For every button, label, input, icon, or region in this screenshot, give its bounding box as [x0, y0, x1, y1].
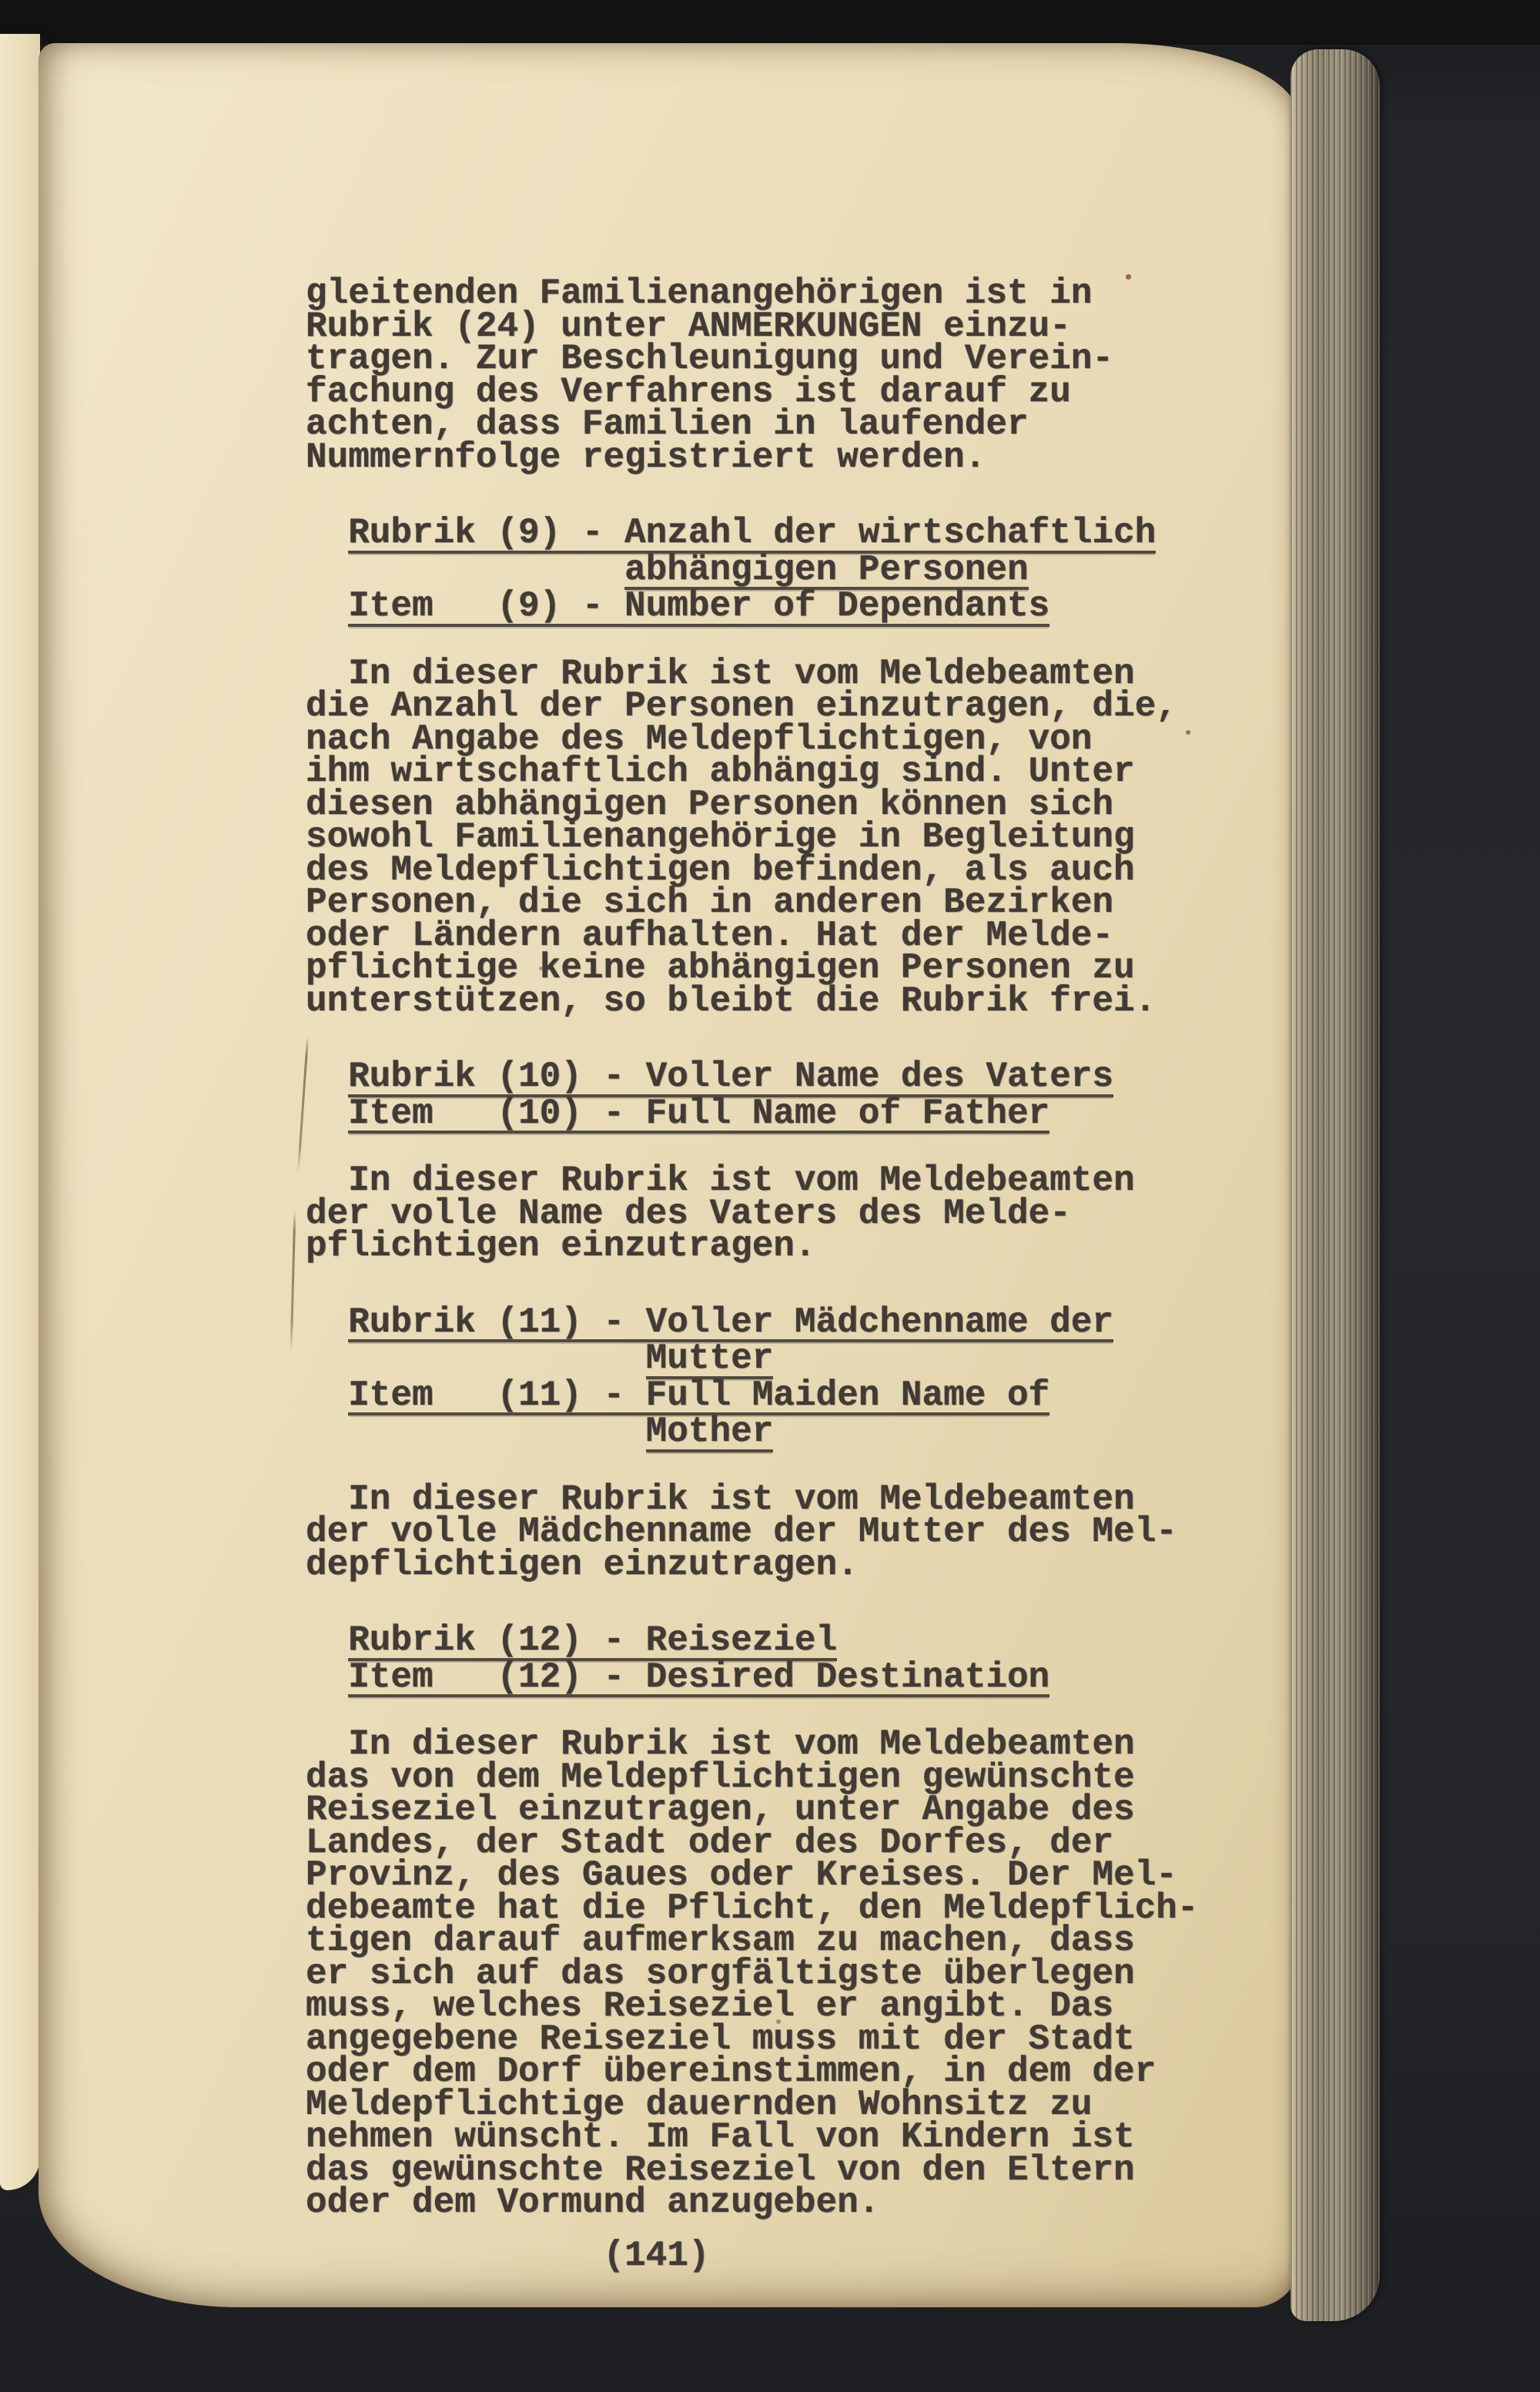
heading-line	[306, 1412, 1245, 1452]
text-line	[306, 2084, 1245, 2125]
line-text: Rubrik (11) - Voller Mädchenname der	[348, 1302, 1113, 1342]
line-text: pflichtigen einzutragen.	[306, 1226, 816, 1266]
line-text: oder dem Vormund anzugeben.	[306, 2183, 880, 2223]
line-text: die Anzahl der Personen einzutragen, die,	[306, 686, 1177, 726]
line-text: In dieser Rubrik ist vom Meldebeamten	[348, 1724, 1135, 1764]
line-text: ihm wirtschaftlich abhängig sind. Unter	[306, 752, 1135, 792]
text-line	[306, 1822, 1245, 1863]
line-text: oder Ländern aufhalten. Hat der Melde-	[306, 915, 1113, 956]
line-text: Provinz, des Gaues oder Kreises. Der Mel-	[306, 1855, 1177, 1895]
line-text: nach Angabe des Meldepflichtigen, von	[306, 719, 1093, 759]
line-text: Rubrik (10) - Voller Name des Vaters	[348, 1057, 1113, 1097]
previous-page-edge	[0, 34, 40, 2190]
text-line	[306, 1855, 1245, 1895]
heading-line	[306, 1620, 1245, 1661]
text-line	[306, 1479, 1245, 1519]
paragraph-rubrik-11	[306, 1479, 1245, 1585]
line-text: depflichtigen einzutragen.	[306, 1544, 859, 1585]
line-text: In dieser Rubrik ist vom Meldebeamten	[348, 1161, 1135, 1201]
heading-line	[306, 1057, 1245, 1097]
line-text: der volle Mädchenname der Mutter des Mel-	[306, 1512, 1177, 1552]
text-line	[306, 948, 1245, 988]
heading-rubrik-11	[306, 1302, 1245, 1452]
line-text: fachung des Verfahrens ist darauf zu	[306, 371, 1071, 412]
text-line	[306, 1226, 1245, 1266]
line-text: oder dem Dorf übereinstimmen, in dem der	[306, 2052, 1157, 2092]
text-line	[306, 915, 1245, 956]
line-text: tigen darauf aufmerksam zu machen, dass	[306, 1921, 1135, 1961]
line-text: gleitenden Familienangehörigen ist in	[306, 273, 1093, 313]
paragraph-rubrik-9	[306, 653, 1245, 1021]
heading-line	[306, 1302, 1245, 1343]
line-text: sowohl Familienangehörige in Begleitung	[306, 817, 1135, 857]
heading-rubrik-9	[306, 513, 1245, 627]
line-text: tragen. Zur Beschleunigung und Verein-	[306, 339, 1113, 379]
text-line	[306, 2117, 1245, 2157]
line-text: Item (11) - Full Maiden Name of	[348, 1375, 1050, 1415]
heading-line	[306, 549, 1245, 591]
heading-rubrik-10	[306, 1057, 1245, 1134]
text-blocks	[306, 273, 1245, 2223]
heading-line	[306, 1338, 1245, 1379]
text-line	[306, 404, 1245, 444]
heading-line	[306, 586, 1245, 627]
text-line	[306, 1757, 1245, 1797]
line-text: nehmen wünscht. Im Fall von Kindern ist	[306, 2117, 1135, 2157]
heading-line	[306, 1093, 1245, 1134]
page-stack-fore-edge	[1291, 49, 1380, 2321]
line-text: Meldepflichtige dauernden Wohnsitz zu	[306, 2084, 1093, 2125]
heading-line	[306, 1657, 1245, 1698]
text-line	[306, 2149, 1245, 2190]
line-text: Personen, die sich in anderen Bezirken	[306, 883, 1113, 923]
text-line	[306, 1953, 1245, 1994]
text-line	[306, 1921, 1245, 1961]
line-text: Mutter	[645, 1338, 774, 1379]
line-text: das gewünschte Reiseziel von den Eltern	[306, 2149, 1135, 2190]
line-text: abhängigen Personen	[624, 549, 1029, 590]
line-text: Reiseziel einzutragen, unter Angabe des	[306, 1790, 1135, 1830]
line-text: er sich auf das sorgfältigste überlegen	[306, 1953, 1135, 1994]
text-line	[306, 1888, 1245, 1928]
photo-top-band	[0, 0, 1540, 45]
text-line	[306, 339, 1245, 379]
text-line	[306, 1193, 1245, 1234]
line-text: unterstützen, so bleibt die Rubrik frei.	[306, 980, 1157, 1021]
line-text: des Meldepflichtigen befinden, als auch	[306, 849, 1135, 890]
line-text: pflichtige keine abhängigen Personen zu	[306, 948, 1135, 988]
text-line	[306, 817, 1245, 857]
line-text: Landes, der Stadt oder des Dorfes, der	[306, 1822, 1113, 1863]
line-text: Rubrik (12) - Reiseziel	[348, 1620, 838, 1660]
text-line	[306, 437, 1245, 477]
line-text: Mother	[645, 1412, 774, 1452]
text-line	[306, 273, 1245, 313]
typewritten-text	[306, 273, 1245, 2276]
text-line	[306, 849, 1245, 890]
line-text: diesen abhängigen Personen können sich	[306, 784, 1113, 825]
text-line	[306, 686, 1245, 726]
text-line	[306, 752, 1245, 792]
text-line	[306, 1512, 1245, 1552]
line-text: Item (10) - Full Name of Father	[348, 1093, 1050, 1134]
text-line	[306, 306, 1245, 347]
text-line	[306, 1544, 1245, 1585]
line-text: das von dem Meldepflichtigen gewünschte	[306, 1757, 1135, 1797]
text-line	[306, 2183, 1245, 2223]
line-text: muss, welches Reiseziel er angibt. Das	[306, 1986, 1113, 2026]
paragraph-rubrik-10	[306, 1161, 1245, 1266]
line-text: achten, dass Familien in laufender	[306, 404, 1029, 444]
text-line	[306, 2018, 1245, 2059]
text-line	[306, 1790, 1245, 1830]
page-number: (141)	[603, 2235, 710, 2276]
line-text: Item (12) - Desired Destination	[348, 1657, 1050, 1697]
text-line	[306, 1161, 1245, 1201]
line-text: der volle Name des Vaters des Melde-	[306, 1193, 1071, 1234]
text-line	[306, 1986, 1245, 2026]
paragraph-continuation	[306, 273, 1245, 477]
text-line	[306, 1724, 1245, 1764]
text-line	[306, 784, 1245, 825]
line-text: angegebene Reiseziel muss mit der Stadt	[306, 2018, 1135, 2059]
line-text: Rubrik (9) - Anzahl der wirtschaftlich	[348, 513, 1157, 553]
text-line	[306, 371, 1245, 412]
line-text: Item (9) - Number of Dependants	[348, 586, 1050, 626]
line-text: Rubrik (24) unter ANMERKUNGEN einzu-	[306, 306, 1071, 347]
paragraph-rubrik-12	[306, 1724, 1245, 2223]
line-text: In dieser Rubrik ist vom Meldebeamten	[348, 653, 1135, 694]
text-line	[306, 719, 1245, 759]
heading-line	[306, 513, 1245, 554]
heading-line	[306, 1375, 1245, 1416]
text-line	[306, 2052, 1245, 2092]
line-text: debeamte hat die Pflicht, den Meldepflich-	[306, 1888, 1199, 1928]
text-line	[306, 980, 1245, 1021]
text-line	[306, 883, 1245, 923]
text-line	[306, 653, 1245, 694]
line-text: In dieser Rubrik ist vom Meldebeamten	[348, 1479, 1135, 1519]
heading-rubrik-12	[306, 1620, 1245, 1697]
line-text: Nummernfolge registriert werden.	[306, 437, 986, 477]
